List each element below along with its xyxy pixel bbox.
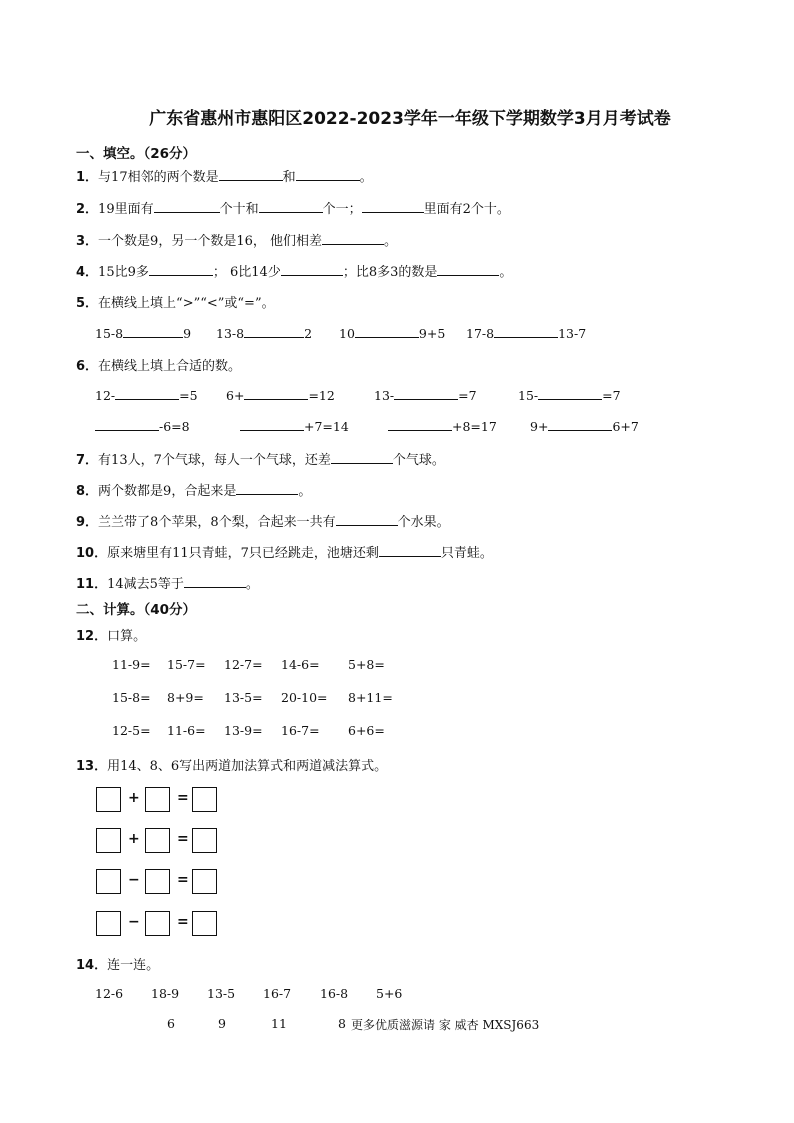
section-1-heading: 一、填空。（26分）	[76, 146, 197, 162]
answer-blank[interactable]	[184, 575, 246, 588]
answer-blank[interactable]	[296, 168, 360, 181]
math-item: 8+11=	[348, 690, 393, 705]
math-item: 11-6=	[167, 723, 206, 738]
match-number[interactable]: 11	[271, 1016, 287, 1031]
answer-blank[interactable]	[394, 387, 458, 400]
question-text: 个气球。	[392, 453, 445, 468]
plus-sign: +	[128, 790, 140, 806]
question-text: ；比8多3的数是	[342, 265, 438, 280]
question-number: 8．	[76, 484, 99, 499]
math-item: 12-5=	[112, 723, 151, 738]
question-number: 2．	[76, 202, 99, 217]
question-text: 用14、8、6写出两道加法算式和两道减法算式。	[107, 759, 388, 774]
question-7	[76, 449, 445, 468]
math-item: 20-10=	[281, 690, 328, 705]
answer-blank[interactable]	[244, 325, 304, 338]
match-expression[interactable]: 12-6	[95, 986, 124, 1001]
answer-box[interactable]	[96, 869, 121, 894]
section-2-heading: 二、计算。（40分）	[76, 602, 197, 618]
match-expression[interactable]: 13-5	[207, 986, 236, 1001]
question-1	[76, 166, 373, 185]
page-title: 广东省惠州市惠阳区2022-2023学年一年级下学期数学3月月考试卷	[149, 109, 671, 129]
answer-box[interactable]	[192, 787, 217, 812]
math-item: 14-6=	[281, 657, 320, 672]
fill-item: -6=8	[95, 418, 190, 434]
question-text: 。	[298, 484, 312, 499]
question-6	[76, 355, 241, 374]
answer-blank[interactable]	[123, 325, 183, 338]
match-expression[interactable]: 5+6	[376, 986, 403, 1001]
math-item: 16-7=	[281, 723, 320, 738]
question-number: 12．	[76, 629, 108, 644]
question-number: 14．	[76, 958, 108, 973]
match-number[interactable]: 6	[167, 1016, 175, 1031]
question-text: 口算。	[107, 629, 147, 644]
fill-item: 9+ 6+7	[530, 419, 639, 434]
answer-blank[interactable]	[259, 200, 323, 213]
answer-box[interactable]	[145, 828, 170, 853]
answer-blank[interactable]	[281, 263, 343, 276]
answer-blank[interactable]	[548, 418, 612, 431]
question-text: 个水果。	[397, 515, 450, 530]
question-text: 。	[245, 577, 259, 592]
answer-box[interactable]	[96, 828, 121, 853]
question-5	[76, 292, 275, 311]
question-text: 连一连。	[107, 958, 160, 973]
answer-blank[interactable]	[362, 200, 424, 213]
fill-item: 12- =5	[95, 388, 198, 403]
question-number: 1．	[76, 170, 99, 185]
question-14	[76, 954, 159, 973]
footer-watermark-text: 更多优质滋源请 家 威杏 MXSJ663	[351, 1018, 540, 1032]
answer-blank[interactable]	[336, 513, 398, 526]
math-item: 12-7=	[224, 657, 263, 672]
question-text: 在横线上填上“>”“<”或“=”。	[98, 296, 275, 311]
answer-blank[interactable]	[244, 387, 308, 400]
answer-blank[interactable]	[219, 168, 283, 181]
compare-item: 13-8 2	[216, 326, 313, 341]
question-text: 14减去5等于	[107, 577, 184, 592]
question-text: 一个数是9，另一个数是16， 他们相差	[98, 234, 322, 249]
plus-sign: +	[128, 831, 140, 847]
math-item: 15-7=	[167, 657, 206, 672]
equals-sign: =	[177, 872, 189, 888]
math-item: 13-9=	[224, 723, 263, 738]
answer-blank[interactable]	[437, 263, 499, 276]
question-text: 有13人，7个气球，每人一个气球，还差	[98, 453, 331, 468]
answer-box[interactable]	[192, 828, 217, 853]
question-text: 。	[359, 170, 373, 185]
question-8	[76, 480, 311, 499]
question-3	[76, 230, 397, 249]
question-number: 7．	[76, 453, 99, 468]
equals-sign: =	[177, 831, 189, 847]
math-item: 6+6=	[348, 723, 385, 738]
answer-blank[interactable]	[240, 418, 304, 431]
match-expression[interactable]: 16-8	[320, 986, 349, 1001]
question-13	[76, 755, 387, 774]
question-text: 兰兰带了8个苹果，8个梨，合起来一共有	[98, 515, 336, 530]
question-number: 10．	[76, 546, 108, 561]
question-text: ； 6比14少	[212, 265, 281, 280]
answer-blank[interactable]	[95, 418, 159, 431]
math-item: 15-8=	[112, 690, 151, 705]
question-2	[76, 198, 510, 217]
math-item: 11-9=	[112, 657, 151, 672]
compare-item: 17-8 13-7	[466, 326, 587, 341]
question-text: 。	[499, 265, 513, 280]
answer-blank[interactable]	[379, 544, 441, 557]
answer-blank[interactable]	[154, 200, 220, 213]
equals-sign: =	[177, 790, 189, 806]
question-10	[76, 542, 493, 561]
question-number: 6．	[76, 359, 99, 374]
fill-item: 6+ =12	[226, 388, 335, 403]
math-item: 5+8=	[348, 657, 385, 672]
question-text: 。	[384, 234, 398, 249]
question-11	[76, 573, 259, 592]
compare-item: 10 9+5	[339, 326, 446, 341]
equals-sign: =	[177, 914, 189, 930]
answer-blank[interactable]	[115, 387, 179, 400]
question-12	[76, 625, 146, 644]
answer-box[interactable]	[96, 911, 121, 936]
question-text: 和	[282, 170, 296, 185]
question-text: 里面有2个十。	[423, 202, 510, 217]
question-number: 11．	[76, 577, 108, 592]
minus-sign: −	[128, 872, 140, 888]
question-text: 与17相邻的两个数是	[98, 170, 219, 185]
math-item: 13-5=	[224, 690, 263, 705]
question-number: 3．	[76, 234, 99, 249]
answer-blank[interactable]	[331, 451, 393, 464]
compare-item: 15-8 9	[95, 326, 192, 341]
question-text: 只青蛙。	[440, 546, 493, 561]
answer-box[interactable]	[96, 787, 121, 812]
question-9	[76, 511, 450, 530]
match-expression[interactable]: 18-9	[151, 986, 180, 1001]
fill-item: +8=17	[388, 418, 497, 434]
answer-blank[interactable]	[149, 263, 213, 276]
fill-item: +7=14	[240, 418, 349, 434]
match-expression[interactable]: 16-7	[263, 986, 292, 1001]
question-number: 5．	[76, 296, 99, 311]
question-text: 19里面有	[98, 202, 154, 217]
answer-box[interactable]	[192, 911, 217, 936]
answer-blank[interactable]	[322, 232, 384, 245]
question-4	[76, 261, 512, 280]
question-text: 在横线上填上合适的数。	[98, 359, 242, 374]
answer-box[interactable]	[192, 869, 217, 894]
fill-item: 13- =7	[374, 388, 477, 403]
answer-box[interactable]	[145, 869, 170, 894]
answer-box[interactable]	[145, 787, 170, 812]
question-text: 两个数都是9，合起来是	[98, 484, 237, 499]
answer-box[interactable]	[145, 911, 170, 936]
question-number: 4．	[76, 265, 99, 280]
answer-blank[interactable]	[236, 482, 298, 495]
answer-blank[interactable]	[355, 325, 419, 338]
minus-sign: −	[128, 914, 140, 930]
question-text: 原来塘里有11只青蛙，7只已经跳走，池塘还剩	[107, 546, 379, 561]
answer-blank[interactable]	[388, 418, 452, 431]
question-number: 13．	[76, 759, 108, 774]
answer-blank[interactable]	[538, 387, 602, 400]
match-number[interactable]: 8	[338, 1016, 346, 1031]
fill-item: 15- =7	[518, 388, 621, 403]
answer-blank[interactable]	[494, 325, 558, 338]
match-number[interactable]: 9	[218, 1016, 226, 1031]
math-item: 8+9=	[167, 690, 204, 705]
question-text: 15比9多	[98, 265, 149, 280]
question-text: 个十和	[219, 202, 259, 217]
question-number: 9．	[76, 515, 99, 530]
question-text: 个一；	[322, 202, 362, 217]
